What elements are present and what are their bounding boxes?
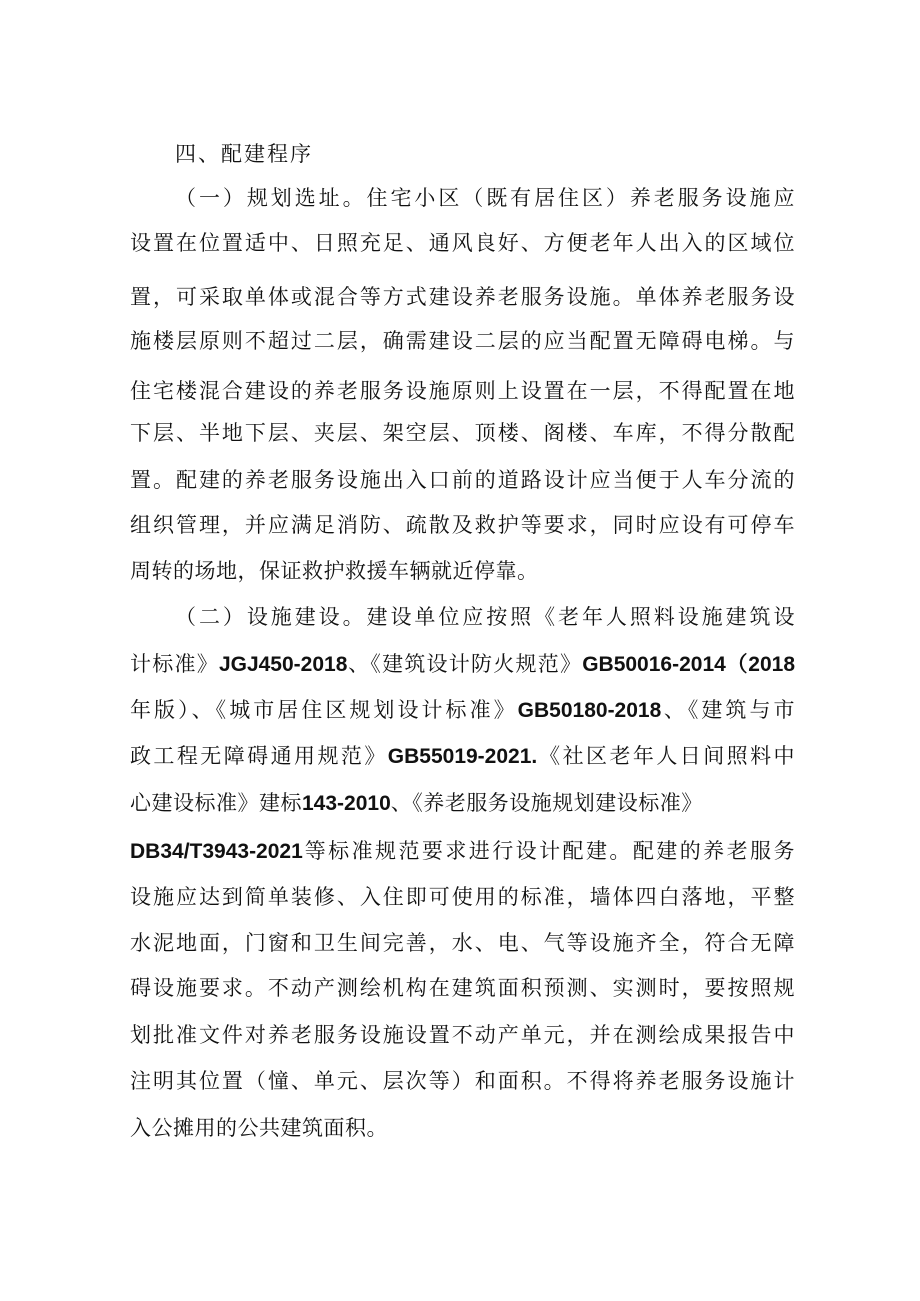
- paragraph2-line-10: 划批准文件对养老服务设施设置不动产单元，并在测绘成果报告中: [130, 1023, 795, 1047]
- text-segment: 、《建筑设计防火规范》: [347, 652, 583, 676]
- text-segment: 政工程无障碍通用规范》: [130, 744, 388, 768]
- standard-code: GB50180-2018: [517, 699, 662, 722]
- text-segment: 计标准》: [130, 652, 219, 676]
- paragraph2-line-11: 注明其位置（憧、单元、层次等）和面积。不得将养老服务设施计: [130, 1069, 795, 1093]
- paragraph2-line-5: [130, 788, 795, 818]
- standard-code: GB50016-2014（2018: [582, 653, 795, 676]
- standard-code: JGJ450-2018: [218, 653, 348, 676]
- text-segment: 心建设标准》建标: [130, 791, 302, 815]
- paragraph2-line-12: 入公摊用的公共建筑面积。: [130, 1116, 388, 1140]
- paragraph1-line-2: 设置在位置适中、日照充足、通风良好、方便老年人出入的区域位: [130, 231, 795, 255]
- paragraph1-line-1: （一）规划选址。住宅小区（既有居住区）养老服务设施应: [175, 186, 795, 210]
- standard-code: GB55019-2021.: [387, 745, 538, 768]
- standard-code: DB34/T3943-2021: [130, 840, 303, 863]
- text-segment: 《社区老年人日间照料中: [537, 744, 796, 768]
- paragraph2-line-4: [130, 741, 795, 771]
- standard-code: 143-2010: [302, 792, 391, 815]
- paragraph2-line-6: [130, 836, 795, 866]
- paragraph1-line-9: 周转的场地，保证救护救援车辆就近停靠。: [130, 559, 539, 583]
- text-segment: 等标准规范要求进行设计配建。配建的养老服务: [302, 839, 795, 863]
- paragraph2-line-7: 设施应达到简单装修、入住即可使用的标准，墙体四白落地，平整: [130, 885, 795, 909]
- text-segment: 年版）、《城市居住区规划设计标准》: [130, 698, 518, 722]
- section-heading: 四、配建程序: [175, 142, 313, 166]
- paragraph1-line-5: 住宅楼混合建设的养老服务设施原则上设置在一层，不得配置在地: [130, 379, 795, 403]
- paragraph2-line-1: （二）设施建设。建设单位应按照《老年人照料设施建筑设: [175, 605, 795, 629]
- paragraph2-line-2: [130, 649, 795, 679]
- paragraph1-line-8: 组织管理，并应满足消防、疏散及救护等要求，同时应设有可停车: [130, 513, 795, 537]
- text-segment: 、《养老服务设施规划建设标准》: [390, 791, 703, 815]
- paragraph2-line-9: 碍设施要求。不动产测绘机构在建筑面积预测、实测时，要按照规: [130, 976, 795, 1000]
- paragraph1-line-3: 置，可采取单体或混合等方式建设养老服务设施。单体养老服务设: [130, 285, 795, 309]
- paragraph1-line-7: 置。配建的养老服务设施出入口前的道路设计应当便于人车分流的: [130, 468, 795, 492]
- text-segment: 、《建筑与市: [661, 698, 796, 722]
- paragraph1-line-6: 下层、半地下层、夹层、架空层、顶楼、阁楼、车库，不得分散配: [130, 421, 795, 445]
- paragraph2-line-3: [130, 695, 795, 725]
- paragraph1-line-4: 施楼层原则不超过二层，确需建设二层的应当配置无障碍电梯。与: [130, 329, 795, 353]
- paragraph2-line-8: 水泥地面，门窗和卫生间完善，水、电、气等设施齐全，符合无障: [130, 931, 795, 955]
